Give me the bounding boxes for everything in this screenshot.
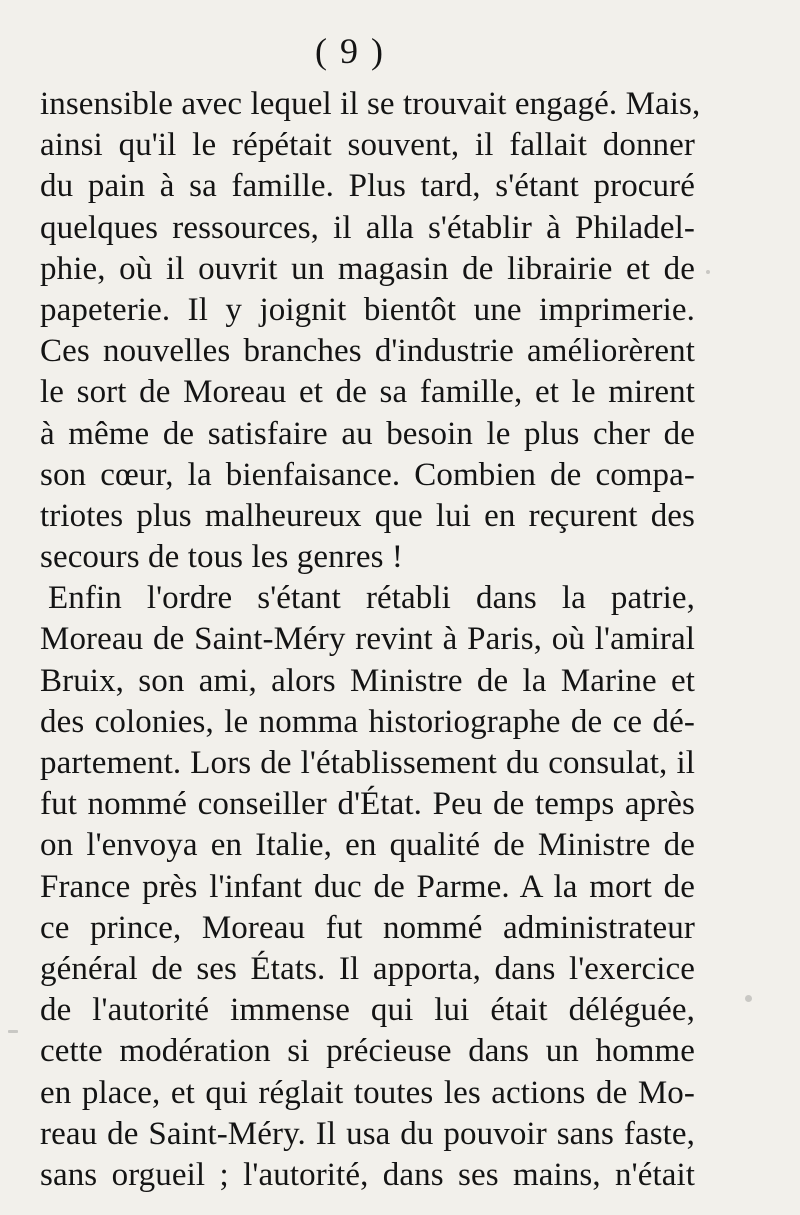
text-line: papeterie. Il y joignit bientôt une imprimerie. [40, 291, 695, 328]
text-line: insensible avec lequel il se trouvait engagé. Mais, [40, 86, 701, 122]
text-line: Moreau de Saint-Méry revint à Paris, où l'amiral [40, 621, 695, 658]
text-line: du pain à sa famille. Plus tard, s'étant procuré [40, 168, 695, 205]
text-line: Ces nouvelles branches d'industrie améliorèrent [40, 333, 695, 370]
text-line: triotes plus malheureux que lui en reçurent des [40, 497, 695, 534]
text-line: on l'envoya en Italie, en qualité de Ministre de [40, 827, 695, 864]
text-line: secours de tous les genres ! [40, 539, 403, 576]
text-line: Bruix, son ami, alors Ministre de la Marine et [40, 662, 695, 699]
text-line: France près l'infant duc de Parme. A la mort de [40, 868, 695, 905]
text-line: ainsi qu'il le répétait souvent, il fallait donner [40, 127, 695, 164]
text-line: partement. Lors de l'établissement du consulat, il [40, 745, 695, 781]
body-text [40, 84, 701, 1196]
text-line: quelques ressources, il alla s'établir à Philadel- [40, 209, 695, 246]
text-line: général de ses États. Il apporta, dans l'exercice [40, 950, 695, 987]
page-number: ( 9 ) [315, 31, 385, 71]
text-line: sans orgueil ; l'autorité, dans ses mains, n'était [40, 1156, 695, 1193]
paragraph-start-line: Enfin l'ordre s'étant rétabli dans la patrie, [48, 580, 695, 617]
text-line: de l'autorité immense qui lui était déléguée, [40, 992, 695, 1029]
text-line: reau de Saint-Méry. Il usa du pouvoir sans faste, [40, 1115, 695, 1152]
text-line: cette modération si précieuse dans un homme [40, 1033, 695, 1070]
text-line: ce prince, Moreau fut nommé administrateur [40, 909, 695, 946]
ink-speck [8, 1030, 18, 1033]
text-line: en place, et qui réglait toutes les actions de Mo- [40, 1074, 695, 1111]
text-line: à même de satisfaire au besoin le plus cher de [40, 415, 695, 452]
text-line: son cœur, la bienfaisance. Combien de compa- [40, 456, 695, 493]
ink-speck [706, 270, 710, 274]
text-line: des colonies, le nomma historiographe de ce dé- [40, 703, 695, 740]
text-line: fut nommé conseiller d'État. Peu de temps après [40, 786, 695, 823]
text-line: le sort de Moreau et de sa famille, et le mirent [40, 374, 695, 411]
ink-speck [745, 995, 752, 1002]
text-line: phie, où il ouvrit un magasin de librairie et de [40, 250, 695, 287]
